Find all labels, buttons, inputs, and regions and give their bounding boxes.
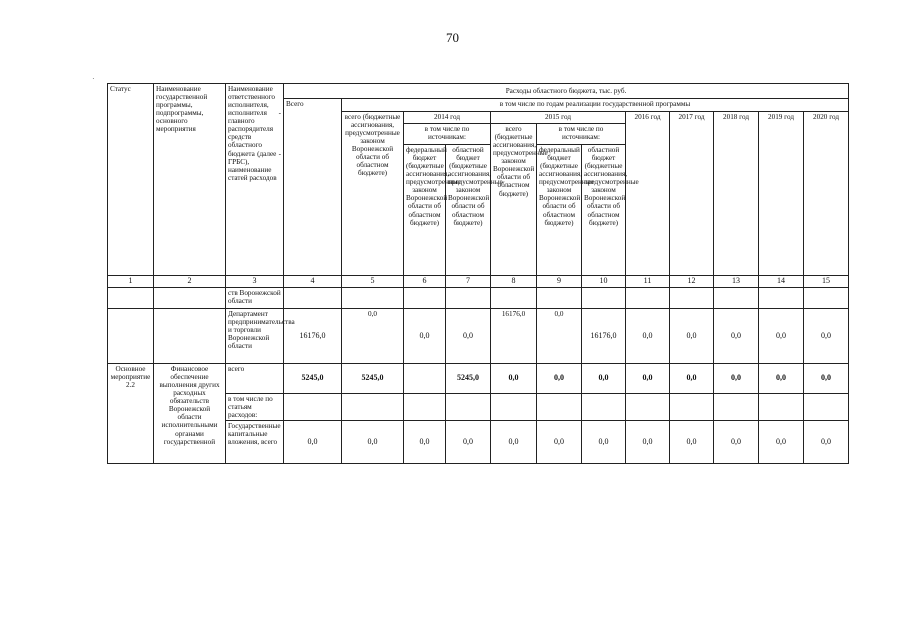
capital-c10: 0,0 bbox=[582, 421, 626, 464]
col-num-15: 15 bbox=[804, 276, 849, 288]
header-2014-federal: федеральный бюджет (бюджетные ассигнования, предусмотренные законом Воронежской области об областном бюджете) bbox=[404, 145, 446, 276]
main-total: 5245,0 bbox=[284, 364, 342, 394]
main-name: Финансовое обеспечение выполнения других расходных обязательств Воронежской области исполнительными органами государственной bbox=[154, 364, 226, 464]
dept-c12: 0,0 bbox=[670, 309, 714, 364]
main-c6 bbox=[404, 364, 446, 394]
main-c15: 0,0 bbox=[804, 364, 849, 394]
main-status: Основное мероприятие 2.2 bbox=[108, 364, 154, 464]
header-2020: 2020 год bbox=[804, 112, 849, 276]
capital-c15: 0,0 bbox=[804, 421, 849, 464]
budget-table bbox=[107, 83, 849, 464]
header-2015-federal: федеральный бюджет (бюджетные ассигнования, предусмотренные законом Воронежской области об областном бюджете) bbox=[537, 145, 582, 276]
col-num-8: 8 bbox=[491, 276, 537, 288]
header-2014-total: всего (бюджетные ассигнования, предусмотренные законом Воронежской области об областном бюджете) bbox=[342, 112, 404, 276]
dept-total: 16176,0 bbox=[284, 309, 342, 364]
col-num-3: 3 bbox=[226, 276, 284, 288]
header-2014-regional: областной бюджет (бюджетные ассигнования, предусмотренные законом Воронежской области об областном бюджете) bbox=[446, 145, 491, 276]
col-num-4: 4 bbox=[284, 276, 342, 288]
dept-c8: 16176,0 bbox=[491, 309, 537, 364]
main-c12: 0,0 bbox=[670, 364, 714, 394]
table-row bbox=[108, 288, 849, 309]
capital-c13: 0,0 bbox=[714, 421, 759, 464]
header-2016: 2016 год bbox=[626, 112, 670, 276]
dept-c7: 0,0 bbox=[446, 309, 491, 364]
main-executor: всего bbox=[226, 364, 284, 394]
main-c5: 5245,0 bbox=[342, 364, 404, 394]
dept-c15: 0,0 bbox=[804, 309, 849, 364]
capital-c12: 0,0 bbox=[670, 421, 714, 464]
table-row bbox=[108, 364, 849, 394]
page-number: 70 bbox=[446, 30, 459, 45]
col-num-9: 9 bbox=[537, 276, 582, 288]
header-total: Всего bbox=[284, 99, 342, 276]
column-numbers-row bbox=[108, 276, 849, 288]
header-by-years: в том числе по годам реализации государственной программы bbox=[342, 99, 849, 112]
main-c13: 0,0 bbox=[714, 364, 759, 394]
col-num-1: 1 bbox=[108, 276, 154, 288]
capital-c8: 0,0 bbox=[491, 421, 537, 464]
header-2014-sources: в том числе по источникам: bbox=[404, 124, 491, 145]
main-c8: 0,0 bbox=[491, 364, 537, 394]
continuation-text: ств Воронежской области bbox=[226, 288, 284, 309]
header-executor: Наименование ответственного исполнителя, исполнителя - главного распорядителя средств областного бюджета (далее - ГРБС), наименование статей расходов bbox=[226, 84, 284, 276]
dept-c11: 0,0 bbox=[626, 309, 670, 364]
col-num-12: 12 bbox=[670, 276, 714, 288]
capital-c6: 0,0 bbox=[404, 421, 446, 464]
header-status: Статус bbox=[108, 84, 154, 276]
header-2015-total: всего (бюджетные ассигнования, предусмотренные законом Воронежской области об областном бюджете) bbox=[491, 124, 537, 276]
header-2014: 2014 год bbox=[404, 112, 491, 124]
col-num-5: 5 bbox=[342, 276, 404, 288]
dept-c6: 0,0 bbox=[404, 309, 446, 364]
dept-c14: 0,0 bbox=[759, 309, 804, 364]
header-expenses: Расходы областного бюджета, тыс. руб. bbox=[284, 84, 849, 99]
col-num-10: 10 bbox=[582, 276, 626, 288]
main-c9: 0,0 bbox=[537, 364, 582, 394]
header-2015-regional: областной бюджет (бюджетные ассигнования, предусмотренные законом Воронежской области об областном бюджете) bbox=[582, 145, 626, 276]
header-2015: 2015 год bbox=[491, 112, 626, 124]
header-2019: 2019 год bbox=[759, 112, 804, 276]
col-num-6: 6 bbox=[404, 276, 446, 288]
header-2018: 2018 год bbox=[714, 112, 759, 276]
col-num-13: 13 bbox=[714, 276, 759, 288]
dept-c5: 0,0 bbox=[342, 309, 404, 364]
capital-total: 0,0 bbox=[284, 421, 342, 464]
by-articles-label: в том числе по статьям расходов: bbox=[226, 394, 284, 421]
capital-c5: 0,0 bbox=[342, 421, 404, 464]
capital-c9: 0,0 bbox=[537, 421, 582, 464]
header-row-1 bbox=[108, 84, 849, 99]
capital-c7: 0,0 bbox=[446, 421, 491, 464]
capital-executor: Государственные капитальные вложения, всего bbox=[226, 421, 284, 464]
dept-c13: 0,0 bbox=[714, 309, 759, 364]
col-num-2: 2 bbox=[154, 276, 226, 288]
capital-c11: 0,0 bbox=[626, 421, 670, 464]
main-c11: 0,0 bbox=[626, 364, 670, 394]
col-num-7: 7 bbox=[446, 276, 491, 288]
header-2015-sources: в том числе по источникам: bbox=[537, 124, 626, 145]
col-num-14: 14 bbox=[759, 276, 804, 288]
main-c10: 0,0 bbox=[582, 364, 626, 394]
table-row bbox=[108, 309, 849, 364]
page-mark: · bbox=[92, 74, 95, 83]
dept-c9: 0,0 bbox=[537, 309, 582, 364]
header-2017: 2017 год bbox=[670, 112, 714, 276]
dept-c10: 16176,0 bbox=[582, 309, 626, 364]
header-program-name: Наименование государственной программы, подпрограммы, основного мероприятия bbox=[154, 84, 226, 276]
dept-executor: Департамент предпринимательства и торговли Воронежской области bbox=[226, 309, 284, 364]
col-num-11: 11 bbox=[626, 276, 670, 288]
main-c14: 0,0 bbox=[759, 364, 804, 394]
main-c7: 5245,0 bbox=[446, 364, 491, 394]
capital-c14: 0,0 bbox=[759, 421, 804, 464]
